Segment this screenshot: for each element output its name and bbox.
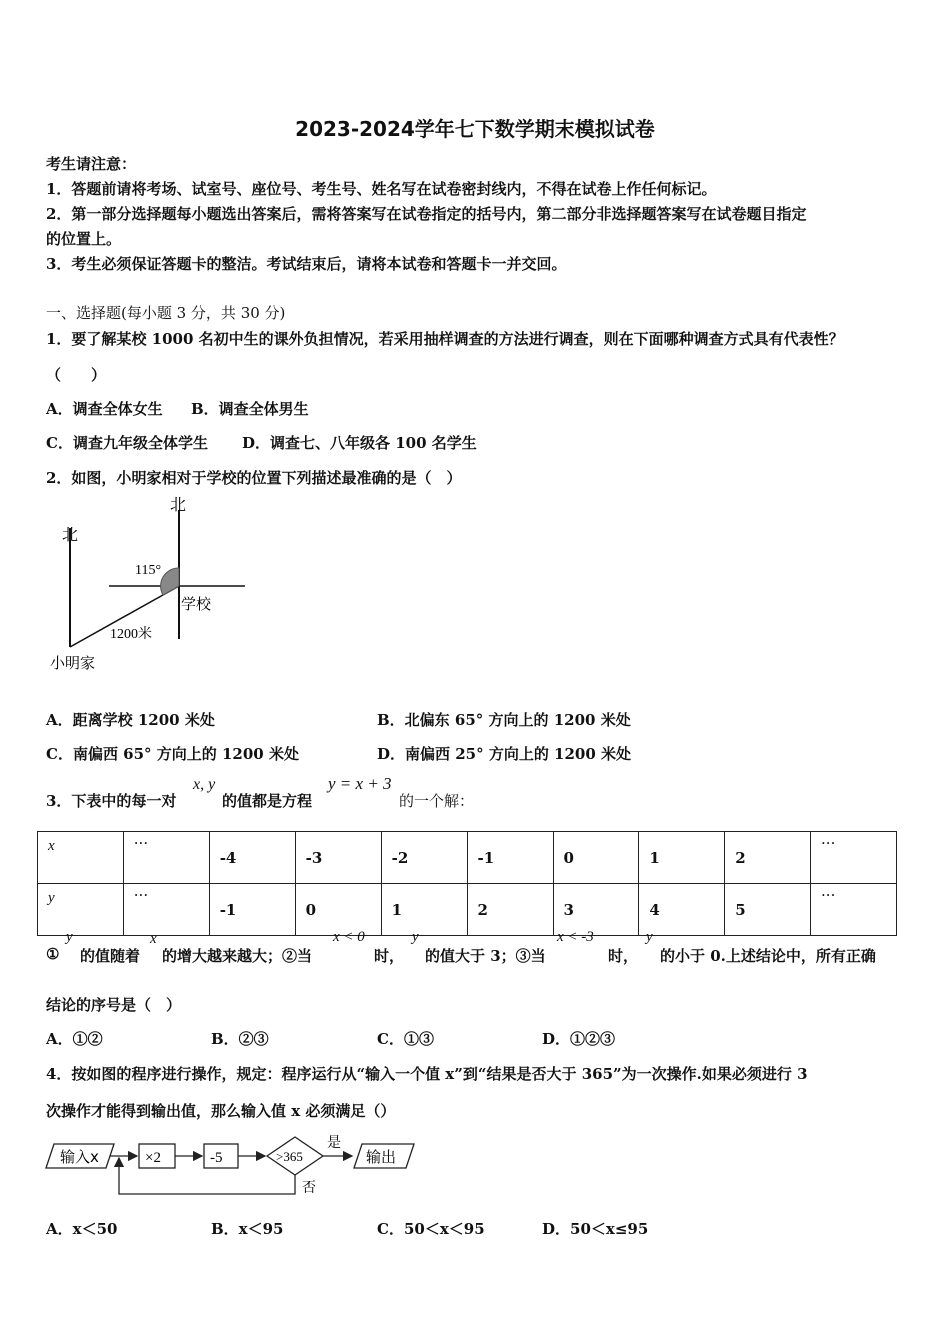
q3-lead: 3．下表中的每一对 [46, 792, 177, 810]
table-cell: 3 [553, 884, 639, 936]
q3-option-d: D．①②③ [542, 1030, 616, 1048]
q1-option-c: C．调查九年级全体学生 [46, 434, 208, 452]
q2-stem: 2．如图，小明家相对于学校的位置下列描述最准确的是（ ） [46, 469, 462, 487]
table-cell: -2 [381, 832, 467, 884]
q4-stem-line2: 次操作才能得到输出值，那么输入值 x 必须满足（） [46, 1102, 396, 1120]
x-label-cell: x [38, 832, 124, 884]
q3-option-c: C．①③ [377, 1030, 434, 1048]
q4-option-c: C．50＜x＜95 [377, 1220, 485, 1238]
q1-option-d: D．调查七、八年级各 100 名学生 [242, 434, 477, 452]
q3-stmt-y2: y [412, 929, 419, 945]
page-title: 2023-2024学年七下数学期末模拟试卷 [295, 117, 655, 141]
q3-option-a: A．①② [46, 1030, 103, 1048]
output-label: 输出 [366, 1148, 397, 1166]
table-cell: 1 [639, 832, 725, 884]
q3-stmt-y1: y [66, 929, 73, 945]
table-cell: -1 [209, 884, 295, 936]
q1-paren: （ ） [46, 366, 107, 384]
table-cell: -1 [467, 832, 553, 884]
q1-option-b: B．调查全体男生 [191, 400, 309, 418]
compare-label: >365 [276, 1149, 303, 1164]
q3-mid: 的值都是方程 [222, 792, 313, 810]
q3-option-b: B．②③ [211, 1030, 269, 1048]
q1-option-a: A．调查全体女生 [46, 400, 163, 418]
table-cell: ··· [811, 884, 897, 936]
table-cell: 4 [639, 884, 725, 936]
q4-flowchart [44, 1130, 424, 1200]
no-label: 否 [302, 1180, 316, 1196]
q3-statement-1-num: ① [46, 945, 60, 963]
q3-stmt-x1: x [150, 931, 157, 947]
table-cell: 0 [553, 832, 639, 884]
q3-stmt-cond2: x < -3 [557, 929, 594, 945]
table-cell: ··· [123, 884, 209, 936]
times2-label: ×2 [145, 1150, 161, 1166]
table-cell: -3 [295, 832, 381, 884]
y-label-cell: y [38, 884, 124, 936]
north-label-school: 北 [170, 495, 187, 514]
table-cell: ··· [811, 832, 897, 884]
q2-option-a: A．距离学校 1200 米处 [46, 711, 215, 729]
north-label-home: 北 [62, 525, 79, 544]
q4-option-d: D．50＜x≤95 [542, 1220, 649, 1238]
angle-arc [161, 568, 179, 595]
q1-stem: 1．要了解某校 1000 名初中生的课外负担情况，若采用抽样调查的方法进行调查，则在下面哪种调查方式具有代表性？ [46, 330, 844, 348]
table-row [38, 884, 897, 936]
table-cell: 5 [725, 884, 811, 936]
section-heading: 一、选择题(每小题 3 分，共 30 分) [46, 304, 286, 322]
q3-stmt-y3: y [646, 929, 653, 945]
table-cell: 2 [725, 832, 811, 884]
yes-label: 是 [327, 1135, 341, 1151]
table-cell: -4 [209, 832, 295, 884]
school-label: 学校 [181, 595, 212, 613]
table-cell: 0 [295, 884, 381, 936]
notice-item-3: 3．考生必须保证答题卡的整洁。考试结束后，请将本试卷和答题卡一并交回。 [46, 255, 567, 273]
home-label: 小明家 [50, 654, 96, 672]
minus5-label: -5 [210, 1150, 223, 1166]
q3-stmt-t5: 时， [608, 947, 639, 965]
q3-tail: 的一个解： [399, 792, 475, 810]
q3-stmt-cond1: x < 0 [333, 929, 365, 945]
notice-item-2-cont: 的位置上。 [46, 230, 122, 248]
input-label: 输入x [60, 1148, 99, 1166]
notice-heading: 考生请注意： [46, 155, 137, 173]
notice-item-2: 2．第一部分选择题每小题选出答案后，需将答案写在试卷指定的括号内，第二部分非选择题答案写在试卷题目指定 [46, 205, 807, 223]
q2-option-c: C．南偏西 65° 方向上的 1200 米处 [46, 745, 299, 763]
q3-equation: y = x + 3 [328, 774, 392, 793]
q3-statement-line2: 结论的序号是（ ） [46, 996, 182, 1014]
table-cell: 1 [381, 884, 467, 936]
q2-figure [40, 490, 270, 680]
q4-option-a: A．x＜50 [46, 1220, 118, 1238]
q3-stmt-t3: 时， [374, 947, 405, 965]
q3-table [37, 831, 897, 936]
q4-option-b: B．x＜95 [211, 1220, 284, 1238]
q3-stmt-t2: 的增大越来越大；②当 [162, 947, 313, 965]
angle-label: 115° [135, 563, 162, 578]
notice-item-1: 1．答题前请将考场、试室号、座位号、考生号、姓名写在试卷密封线内，不得在试卷上作任何标记。 [46, 180, 717, 198]
q3-vars: x, y [193, 776, 216, 793]
q3-stmt-t4: 的值大于 3；③当 [425, 947, 546, 965]
q2-option-b: B．北偏东 65° 方向上的 1200 米处 [377, 711, 631, 729]
q3-stmt-t1: 的值随着 [80, 947, 141, 965]
q2-option-d: D．南偏西 25° 方向上的 1200 米处 [377, 745, 632, 763]
table-row [38, 832, 897, 884]
table-cell: ··· [123, 832, 209, 884]
q4-stem-line1: 4．按如图的程序进行操作，规定：程序运行从“输入一个值 x”到“结果是否大于 365”为一次操作.如果必须进行 3 [46, 1065, 808, 1083]
q3-stmt-t6: 的小于 0.上述结论中，所有正确 [660, 947, 876, 965]
table-cell: 2 [467, 884, 553, 936]
distance-label: 1200米 [110, 627, 152, 642]
